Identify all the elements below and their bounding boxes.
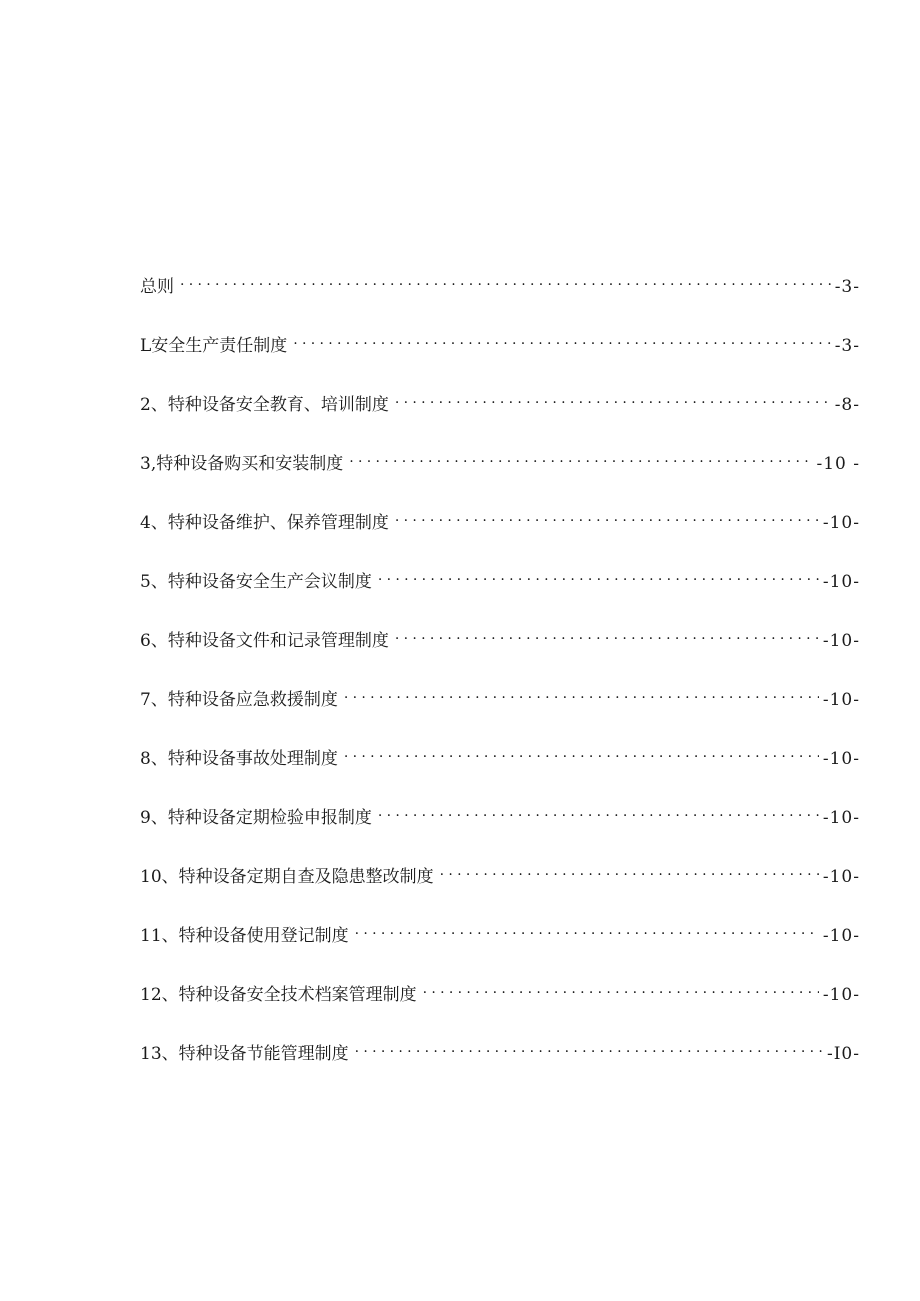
toc-entry-title: 6、特种设备文件和记录管理制度: [140, 631, 389, 651]
toc-entry-page: -10-: [822, 808, 860, 828]
toc-entry-title: 10、特种设备定期自查及隐患整改制度: [140, 867, 434, 887]
toc-dot-leader: [355, 1025, 823, 1059]
toc-entry[interactable]: [140, 789, 860, 848]
toc-entry-page: -10-: [822, 985, 860, 1005]
toc-entry-title: 4、特种设备维护、保养管理制度: [140, 513, 389, 533]
toc-dot-leader: [423, 966, 819, 1000]
toc-entry-page: -10-: [822, 749, 860, 769]
toc-entry[interactable]: [140, 1025, 860, 1084]
toc-entry-page: -10-: [822, 572, 860, 592]
toc-entry-title: 9、特种设备定期检验申报制度: [140, 808, 372, 828]
toc-entry-title: 5、特种设备安全生产会议制度: [140, 572, 372, 592]
toc-entry[interactable]: [140, 258, 860, 317]
toc-dot-leader: [180, 258, 831, 292]
toc-dot-leader: [440, 848, 819, 882]
toc-entry-title: 7、特种设备应急救援制度: [140, 690, 338, 710]
toc-entry[interactable]: [140, 730, 860, 789]
toc-dot-leader: [293, 317, 830, 351]
toc-entry-page: -10-: [822, 513, 860, 533]
toc-dot-leader: [395, 376, 831, 410]
toc-entry-page: -3-: [834, 277, 860, 297]
toc-entry-title: 12、特种设备安全技术档案管理制度: [140, 985, 417, 1005]
toc-entry[interactable]: [140, 966, 860, 1025]
toc-entry-title: 8、特种设备事故处理制度: [140, 749, 338, 769]
toc-entry[interactable]: [140, 494, 860, 553]
toc-entry-title: 总则: [140, 277, 174, 297]
toc-entry-page: -10-: [822, 631, 860, 651]
toc-dot-leader: [344, 730, 819, 764]
toc-entry[interactable]: [140, 435, 860, 494]
toc-entry[interactable]: [140, 671, 860, 730]
toc-entry-page: -I0-: [826, 1044, 860, 1064]
toc-dot-leader: [395, 612, 819, 646]
toc-entry-page: -10 -: [816, 454, 860, 474]
toc-entry[interactable]: [140, 376, 860, 435]
toc-dot-leader: [378, 553, 819, 587]
toc-entry[interactable]: [140, 612, 860, 671]
toc-dot-leader: [355, 907, 819, 941]
toc-dot-leader: [378, 789, 819, 823]
toc-entry-title: 13、特种设备节能管理制度: [140, 1044, 349, 1064]
toc-entry[interactable]: [140, 553, 860, 612]
toc-entry[interactable]: [140, 317, 860, 376]
toc-entry[interactable]: [140, 907, 860, 966]
toc-entry-title: 11、特种设备使用登记制度: [140, 926, 349, 946]
toc-dot-leader: [349, 435, 812, 469]
toc-entry-page: -10-: [822, 867, 860, 887]
toc-entry-title: 3,特种设备购买和安装制度: [140, 454, 344, 474]
toc-entry-page: -10-: [822, 690, 860, 710]
toc-entry[interactable]: [140, 848, 860, 907]
toc-dot-leader: [344, 671, 819, 705]
toc-entry-page: -8-: [834, 395, 860, 415]
toc-entry-page: -10-: [822, 926, 860, 946]
toc-entry-page: -3-: [834, 336, 860, 356]
toc-dot-leader: [395, 494, 819, 528]
toc-entry-title: 2、特种设备安全教育、培训制度: [140, 395, 389, 415]
table-of-contents: [140, 258, 860, 1084]
toc-entry-title: L安全生产责任制度: [140, 336, 288, 356]
